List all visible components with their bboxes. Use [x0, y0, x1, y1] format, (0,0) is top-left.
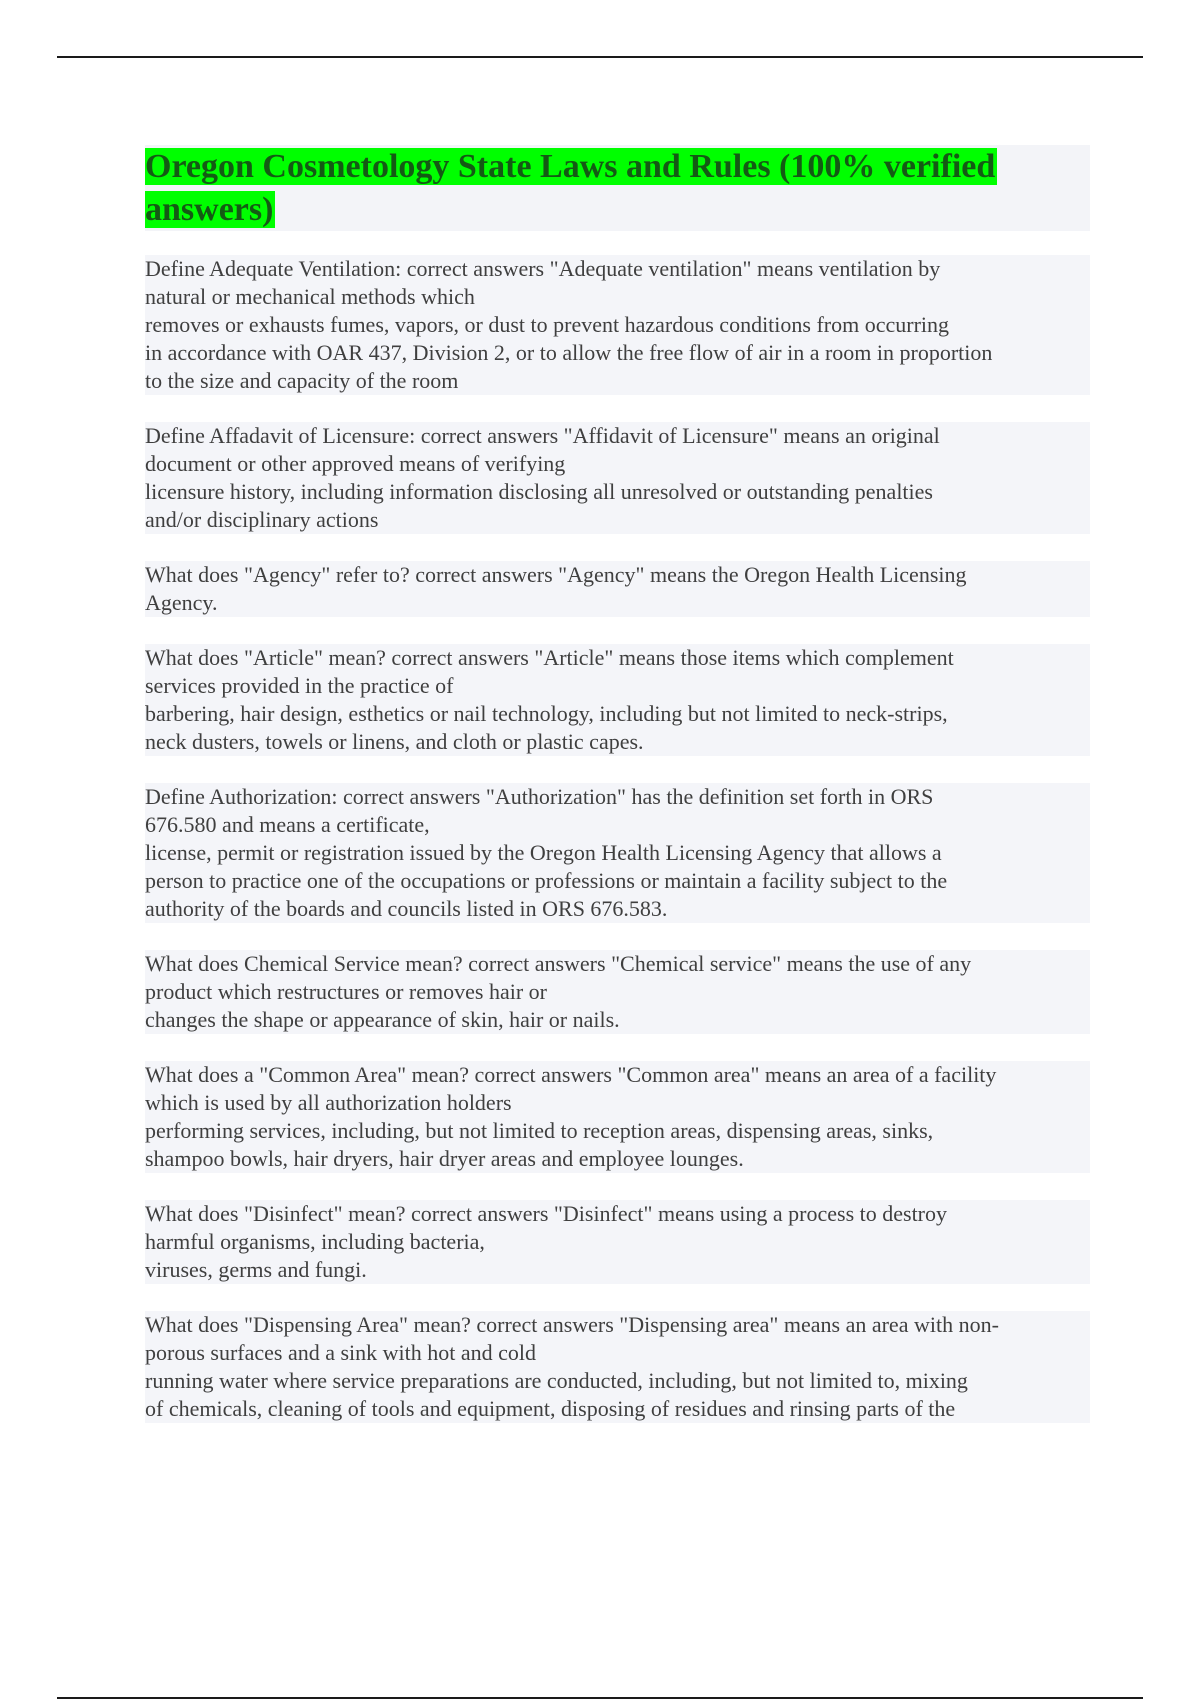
qa-line: What does "Article" mean? correct answers "Article" means those items which complement [145, 644, 1090, 672]
qa-line: and/or disciplinary actions [145, 506, 1090, 534]
document-title [145, 145, 1086, 231]
qa-line: What does "Agency" refer to? correct answers "Agency" means the Oregon Health Licensing [145, 561, 1090, 589]
qa-line: Define Adequate Ventilation: correct answers "Adequate ventilation" means ventilation by [145, 255, 1090, 283]
qa-line: harmful organisms, including bacteria, [145, 1228, 1090, 1256]
qa-line: performing services, including, but not limited to reception areas, dispensing areas, sinks, [145, 1117, 1090, 1145]
qa-line: Agency. [145, 589, 1090, 617]
qa-line: What does a "Common Area" mean? correct answers "Common area" means an area of a facility [145, 1061, 1090, 1089]
qa-line: authority of the boards and councils listed in ORS 676.583. [145, 895, 1090, 923]
qa-line: What does "Disinfect" mean? correct answers "Disinfect" means using a process to destroy [145, 1200, 1090, 1228]
qa-item [145, 561, 1090, 617]
bottom-rule [57, 1697, 1143, 1699]
qa-line: What does "Dispensing Area" mean? correct answers "Dispensing area" means an area with non- [145, 1311, 1090, 1339]
qa-line: 676.580 and means a certificate, [145, 811, 1090, 839]
qa-item [145, 422, 1090, 534]
qa-line: neck dusters, towels or linens, and cloth or plastic capes. [145, 728, 1090, 756]
qa-line: natural or mechanical methods which [145, 283, 1090, 311]
qa-line: services provided in the practice of [145, 672, 1090, 700]
qa-line: viruses, germs and fungi. [145, 1256, 1090, 1284]
qa-line: running water where service preparations are conducted, including, but not limited to, mixing [145, 1367, 1090, 1395]
qa-item [145, 1061, 1090, 1173]
qa-item [145, 644, 1090, 756]
qa-line: changes the shape or appearance of skin, hair or nails. [145, 1006, 1090, 1034]
qa-item [145, 950, 1090, 1034]
qa-line: product which restructures or removes hair or [145, 978, 1090, 1006]
qa-line: removes or exhausts fumes, vapors, or dust to prevent hazardous conditions from occurring [145, 311, 1090, 339]
qa-line: of chemicals, cleaning of tools and equipment, disposing of residues and rinsing parts of the [145, 1395, 1090, 1423]
qa-line: person to practice one of the occupations or professions or maintain a facility subject to the [145, 867, 1090, 895]
qa-line: licensure history, including information disclosing all unresolved or outstanding penalties [145, 478, 1090, 506]
document-title-text: Oregon Cosmetology State Laws and Rules (100% verified answers) [145, 148, 996, 228]
qa-line: barbering, hair design, esthetics or nail technology, including but not limited to neck-strips, [145, 700, 1090, 728]
title-block [145, 145, 1090, 231]
qa-item [145, 783, 1090, 923]
qa-line: What does Chemical Service mean? correct answers "Chemical service" means the use of any [145, 950, 1090, 978]
qa-line: which is used by all authorization holders [145, 1089, 1090, 1117]
top-rule [57, 56, 1143, 58]
qa-list [145, 255, 1090, 1423]
qa-item [145, 1311, 1090, 1423]
qa-line: license, permit or registration issued by the Oregon Health Licensing Agency that allows a [145, 839, 1090, 867]
qa-line: in accordance with OAR 437, Division 2, or to allow the free flow of air in a room in proportion [145, 339, 1090, 367]
qa-line: document or other approved means of verifying [145, 450, 1090, 478]
qa-line: shampoo bowls, hair dryers, hair dryer areas and employee lounges. [145, 1145, 1090, 1173]
qa-item [145, 1200, 1090, 1284]
qa-line: Define Authorization: correct answers "Authorization" has the definition set forth in ORS [145, 783, 1090, 811]
qa-line: porous surfaces and a sink with hot and cold [145, 1339, 1090, 1367]
document-page [145, 145, 1090, 1450]
qa-line: Define Affadavit of Licensure: correct answers "Affidavit of Licensure" means an original [145, 422, 1090, 450]
qa-item [145, 255, 1090, 395]
qa-line: to the size and capacity of the room [145, 367, 1090, 395]
